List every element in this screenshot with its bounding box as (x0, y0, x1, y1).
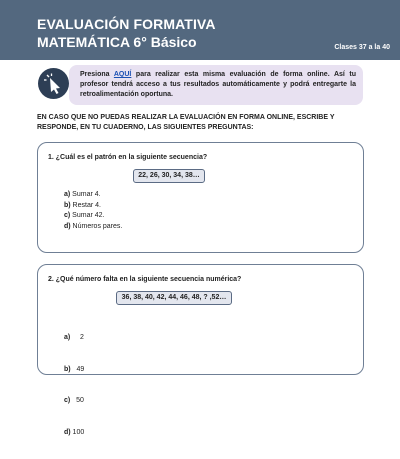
page-subtitle: MATEMÁTICA 6° Básico (37, 34, 197, 50)
question-text: 2. ¿Qué número falta en la siguiente secuencia numérica? (48, 276, 242, 283)
option-item: b) 49 (64, 365, 85, 373)
option-item: d) Números pares. (64, 222, 123, 230)
option-item: a) Sumar 4. (64, 191, 101, 198)
option-item: d) 100 (64, 428, 85, 436)
header-banner (0, 0, 400, 60)
option-item: c) 50 (64, 397, 84, 404)
offline-instructions: EN CASO QUE NO PUEDAS REALIZAR LA EVALUACIÓN EN FORMA ONLINE, ESCRIBE Y RESPONDE, EN TU CUADERNO, LAS SIGUIENTES PREGUNTAS: (37, 114, 335, 131)
question-card-1 (37, 142, 364, 253)
page-title: EVALUACIÓN FORMATIVA (37, 16, 216, 32)
options-list (64, 312, 84, 459)
sequence-box: 36, 38, 40, 42, 44, 46, 48, ? ,52… (116, 291, 232, 305)
cursor-click-icon (38, 68, 69, 99)
online-instructions (80, 70, 356, 100)
online-text-after: para realizar esta misma evaluación de forma online. Así tu profesor tendrá acceso a tus resultados automáticamente y podrá entregarte la retroalimentación oportuna. (80, 71, 356, 98)
clases-label: Clases 37 a la 40 (334, 44, 390, 51)
online-text-before: Presiona (80, 71, 114, 78)
option-item: c) Sumar 42. (64, 212, 105, 219)
options-list (64, 190, 122, 232)
question-text: 1. ¿Cuál es el patrón en la siguiente secuencia? (48, 154, 208, 161)
option-item: a) 2 (64, 334, 84, 341)
online-link[interactable]: AQUÍ (113, 71, 132, 78)
question-card-2 (37, 264, 364, 436)
option-item: b) Restar 4. (64, 201, 101, 209)
sequence-box: 22, 26, 30, 34, 38… (133, 169, 205, 183)
